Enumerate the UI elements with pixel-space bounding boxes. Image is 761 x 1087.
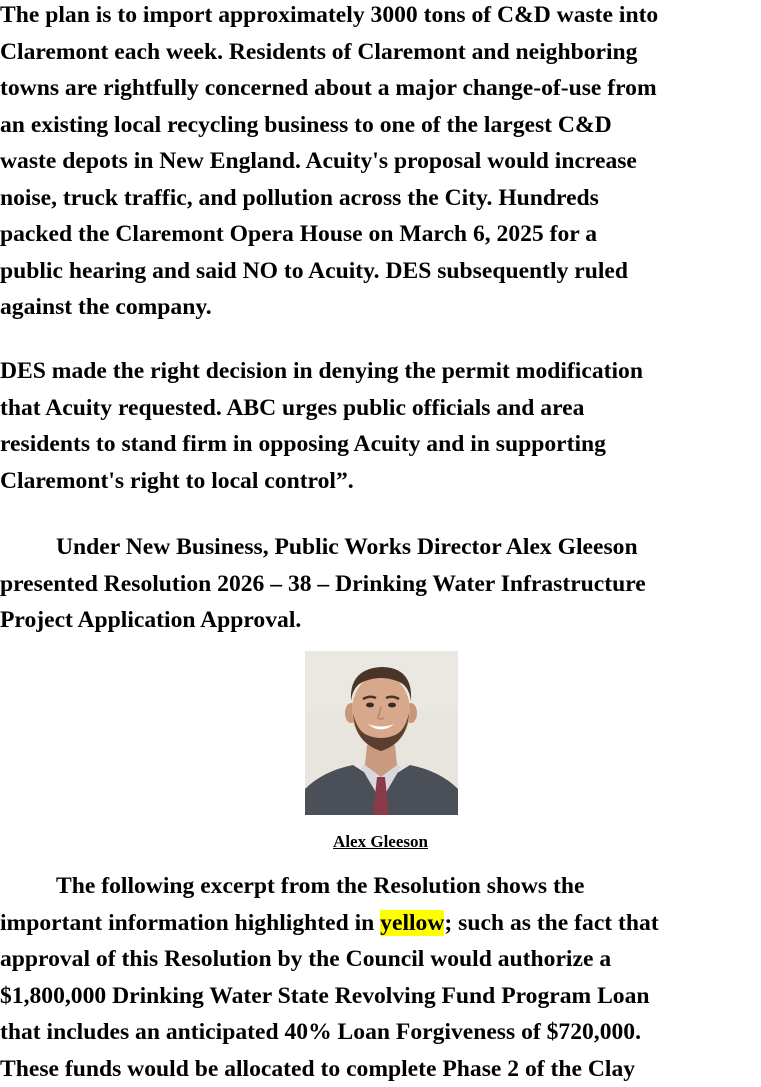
text-line: waste depots in New England. Acuity's proposal would increase [0, 143, 761, 180]
text-line: an existing local recycling business to one of the largest C&D [0, 107, 761, 144]
photo-caption: Alex Gleeson [0, 831, 761, 853]
text-line: that includes an anticipated 40% Loan Forgiveness of $720,000. [0, 1014, 761, 1051]
paragraph-resolution-excerpt [0, 868, 761, 1087]
text-line: Project Application Approval. [0, 602, 761, 639]
text-line: Claremont each week. Residents of Claremont and neighboring [0, 34, 761, 71]
text-line: The plan is to import approximately 3000 tons of C&D waste into [0, 0, 761, 34]
text-line: packed the Claremont Opera House on March 6, 2025 for a [0, 216, 761, 253]
highlighted-word: yellow [380, 910, 444, 936]
paragraph-des-decision [0, 353, 761, 499]
text-line: $1,800,000 Drinking Water State Revolving Fund Program Loan [0, 978, 761, 1015]
text-line: presented Resolution 2026 – 38 – Drinking Water Infrastructure [0, 566, 761, 603]
text-line: DES made the right decision in denying the permit modification [0, 353, 761, 390]
paragraph-new-business [0, 529, 761, 639]
text-line: These funds would be allocated to complete Phase 2 of the Clay [0, 1051, 761, 1087]
text-line: against the company. [0, 289, 761, 326]
alex-gleeson-photo [305, 651, 458, 815]
text-line: public hearing and said NO to Acuity. DES subsequently ruled [0, 253, 761, 290]
text-line: approval of this Resolution by the Council would authorize a [0, 941, 761, 978]
text-line: The following excerpt from the Resolution shows the [0, 868, 761, 905]
text-line: noise, truck traffic, and pollution across the City. Hundreds [0, 180, 761, 217]
text-line: Claremont's right to local control”. [0, 463, 761, 500]
text-line: Under New Business, Public Works Director Alex Gleeson [0, 529, 761, 566]
text-line-with-highlight [0, 905, 761, 942]
text-line: that Acuity requested. ABC urges public officials and area [0, 390, 761, 427]
text-line: towns are rightfully concerned about a major change-of-use from [0, 70, 761, 107]
paragraph-acuity-plan [0, 0, 761, 326]
text-line: residents to stand firm in opposing Acuity and in supporting [0, 426, 761, 463]
portrait-image [305, 651, 458, 815]
text-segment: ; such as the fact that [444, 910, 658, 936]
text-segment: important information highlighted in [0, 910, 380, 936]
